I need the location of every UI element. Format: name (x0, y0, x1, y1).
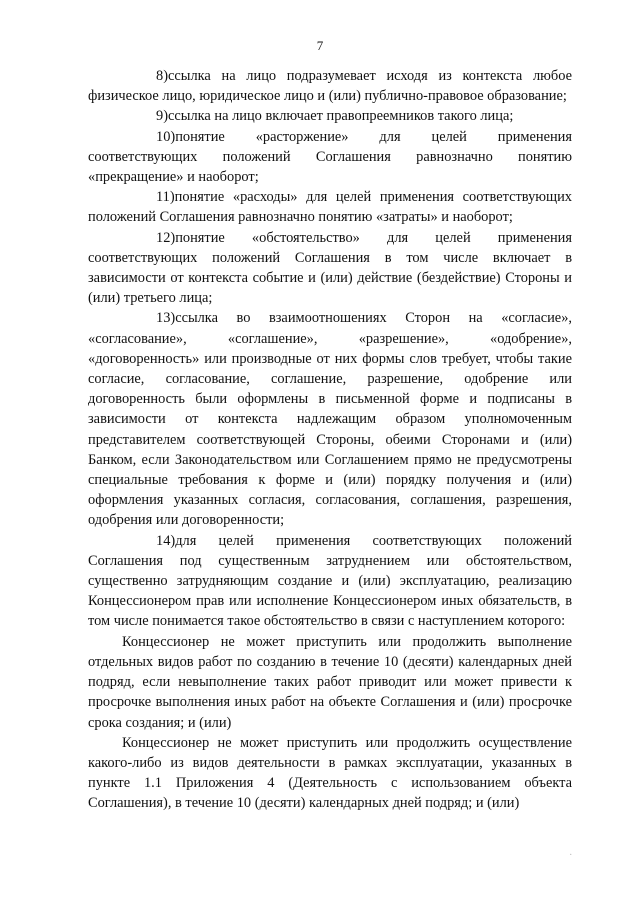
paragraph-text: Концессионер не может приступить или продолжить выполнение отдельных видов работ по созданию в течение 10 (десяти) календарных дней подряд, если невыполнение таких работ приводит или может привести к просрочке выполнения иных работ на объекте Соглашения и (или) просрочке срока создания; и (или) (88, 633, 572, 731)
paragraph-item-14 (88, 531, 572, 632)
paragraph-text: ссылка во взаимоотношениях Сторон на «согласие», «согласование», «соглашение», «разрешение», «одобрение», «договоренность» или производные от них формы слов требует, чтобы такие согласие, согласование, соглашение, разрешение, одобрение или договоренность были оформлены в письменной форме и подписаны в зависимости от контекста надлежащим образом уполномоченным представителем соответствующей Стороны, обеими Сторонами и (или) Банком, если Законодательством или Соглашением прямо не предусмотрены специальные требования к форме и (или) порядку получения и (или) оформления указанных согласия, согласования, соглашения, разрешения, одобрения или договоренности; (88, 310, 572, 529)
item-number: 9) (156, 108, 168, 125)
item-number: 11) (156, 189, 175, 206)
paragraph-item-13 (88, 308, 572, 530)
paragraph-text: понятие «расторжение» для целей применения соответствующих положений Соглашения равнозначно понятию «прекращение» и наоборот; (88, 128, 572, 186)
document-body (88, 66, 572, 814)
paragraph-text: понятие «обстоятельство» для целей применения соответствующих положений Соглашения в том числе включает в зависимости от контекста событие и (или) действие (бездействие) Стороны и (или) третьего лица; (88, 229, 572, 307)
paragraph-item-8 (88, 66, 572, 106)
paragraph-text: для целей применения соответствующих положений Соглашения под существенным затруднением или обстоятельством, существенно затрудняющим создание и (или) эксплуатацию, реализацию Концессионером прав или исполнение Концессионером иных обязательств, в том числе понимается такое обстоятельство в связи с наступлением которого: (88, 532, 572, 630)
paragraph-subitem-2 (88, 733, 572, 814)
item-number: 14) (156, 532, 176, 549)
paragraph-item-12 (88, 228, 572, 309)
paragraph-subitem-1 (88, 632, 572, 733)
paragraph-item-10 (88, 127, 572, 188)
paragraph-item-9 (88, 106, 572, 126)
page-number: 7 (316, 38, 324, 53)
item-number: 12) (156, 229, 176, 246)
scan-mark: . (569, 847, 572, 858)
item-number: 13) (156, 310, 176, 327)
item-number: 10) (156, 128, 176, 145)
paragraph-text: Концессионер не может приступить или продолжить осуществление какого-либо из видов деятельности в рамках эксплуатации, указанных в пункте 1.1 Приложения 4 (Деятельность с использованием объекта Соглашения), в течение 10 (десяти) календарных дней подряд; и (или) (88, 734, 572, 812)
item-number: 8) (156, 68, 168, 84)
paragraph-text: понятие «расходы» для целей применения соответствующих положений Соглашения равнозначно понятию «затраты» и наоборот; (88, 189, 572, 226)
paragraph-text: ссылка на лицо подразумевает исходя из контекста любое физическое лицо, юридическое лицо и (или) публично-правовое образование; (88, 68, 572, 105)
paragraph-item-11 (88, 187, 572, 227)
paragraph-text: ссылка на лицо включает правопреемников такого лица; (168, 108, 514, 125)
